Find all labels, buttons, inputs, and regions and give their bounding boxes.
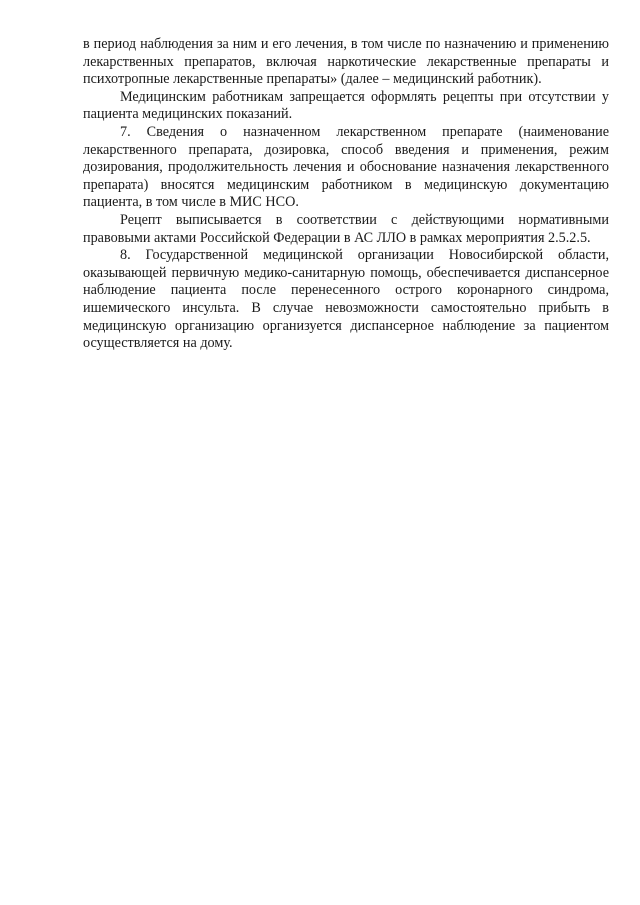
paragraph-item-7: 7. Сведения о назначенном лекарственном препарате (наименование лекарственного препарата, дозировка, способ введения и применения, режим дозирования, продолжительность лечения и обоснование назначения лекарственного препарата) вносятся медицинским работником в медицинскую документацию пациента, в том числе в МИС НСО. [83,123,609,211]
paragraph-prohibition: Медицинским работникам запрещается оформлять рецепты при отсутствии у пациента медицинских показаний. [83,88,609,123]
paragraph-prescription: Рецепт выписывается в соответствии с действующими нормативными правовыми актами Российской Федерации в АС ЛЛО в рамках мероприятия 2.5.2.5. [83,211,609,246]
document-body [83,36,609,353]
paragraph-item-8: 8. Государственной медицинской организации Новосибирской области, оказывающей первичную медико-санитарную помощь, обеспечивается диспансерное наблюдение пациента после перенесенного острого коронарного синдрома, ишемического инсульта. В случае невозможности самостоятельно прибыть в медицинскую организацию организуется диспансерное наблюдение за пациентом осуществляется на дому. [83,247,609,352]
paragraph-continuation: в период наблюдения за ним и его лечения, в том числе по назначению и применению лекарственных препаратов, включая наркотические лекарственные препараты и психотропные лекарственные препараты» (далее – медицинский работник). [83,36,609,88]
